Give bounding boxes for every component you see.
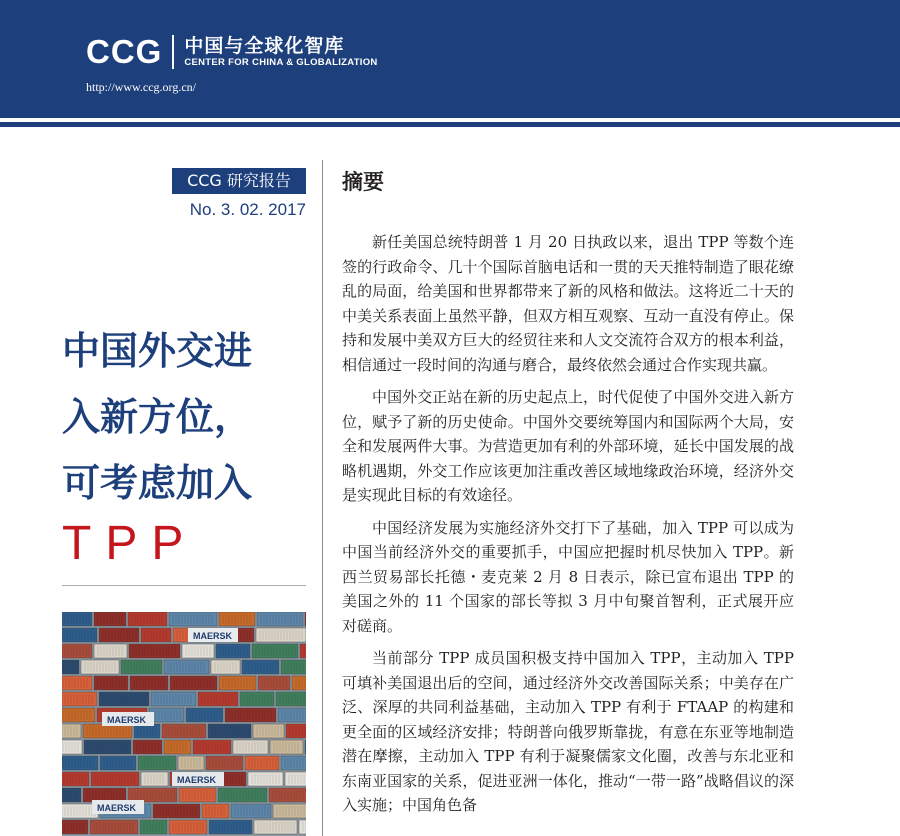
container-block [216,644,250,658]
column-divider [322,160,323,836]
logo-text [184,35,377,69]
container-block [62,820,88,834]
header-band [0,0,900,118]
container-label: MAERSK [177,775,217,785]
container-block [62,676,92,690]
report-title [62,318,312,574]
org-name-cn: 中国与全球化智库 [184,35,345,57]
abstract-paragraph: 当前部分 TPP 成员国积极支持中国加入 TPP，主动加入 TPP 可填补美国退出后的空间，通过经济外交改善国际关系；中美存在广泛、深厚的共同利益基础，主动加入 TPP 有利于 FTAAP 的构建和更全面的区域经济安排；特朗普向俄罗斯靠拢，有意在东亚等地制造潜在摩擦，主动加入 TPP 有利于凝聚儒家文化圈，改善与东北亚和东南亚国家的关系，促进亚洲一体化，推动“一带一路”战略倡议的深入实施；中国角色备 [342,649,794,814]
container-block [219,676,256,690]
container-block [141,628,171,642]
container-label: MAERSK [107,715,147,725]
container-block [254,820,297,834]
container-block [305,612,306,626]
container-block [121,660,162,674]
container-block [211,660,240,674]
abstract-paragraph: 中国外交正站在新的历史起点上，时代促使了中国外交进入新方位，赋予了新的历史使命。中国外交要统筹国内和国际两个大局，安全和发展两件大事。为营造更加有利的外部环境，延长中国发展的战略机遇期，外交工作应该更加注重改善区域地缘政治环境，经济外交是实现此目标的有效途径。 [342,388,794,504]
container-port-photo [62,612,306,836]
report-number: No. 3. 02. 2017 [189,200,306,219]
title-tpp: TPP [62,517,198,570]
container-block [248,772,283,786]
container-block [240,692,274,706]
container-block [209,820,252,834]
report-series-badge: CCG 研究报告 [172,168,306,194]
container-block [299,820,306,834]
title-line: 入新方位， [62,395,253,439]
container-block [149,708,184,722]
container-label: MAERSK [193,631,233,641]
container-block [186,708,223,722]
container-block [128,612,167,626]
abstract-paragraph: 中国经济发展为实施经济外交打下了基础，加入 TPP 可以成为中国当前经济外交的重要抓手，中国应把握时机尽快加入 TPP。新西兰贸易部长托德・麦克莱 2 月 8 日表示，除已宣布退出 TPP 的美国之外的 11 个国家的部长等拟 3 月中旬聚首智利，正式展开应对磋商。 [342,518,794,635]
logo-divider [172,35,174,69]
title-line: 中国外交进 [62,329,253,373]
container-block [305,740,306,754]
container-block [269,788,306,802]
header-rule [0,122,900,127]
container-block [83,724,132,738]
title-line: 可考虑加入 [62,461,253,505]
container-block [233,740,268,754]
container-block [245,756,279,770]
container-block [62,660,79,674]
ccg-logo[interactable] [86,32,378,72]
org-name-en: CENTER FOR CHINA & GLOBALIZATION [184,57,378,68]
container-block [62,756,98,770]
container-block [276,692,306,706]
container-block [129,644,180,658]
logo-mark: CCG [86,33,163,70]
container-block [219,612,255,626]
container-label: MAERSK [97,803,137,813]
containers-illustration [62,612,306,836]
container-block [133,740,162,754]
container-block [218,788,267,802]
abstract-heading: 摘要 [342,170,384,194]
abstract-body [342,230,794,826]
container-block [206,756,243,770]
abstract-paragraph: 新任美国总统特朗普 1 月 20 日执政以来，退出 TPP 等数个连签的行政命令、几十个国际首脑电话和一贯的天天推特制造了眼花缭乱的局面，给美国和世界都带来了新的风格和做法。这将近二十天的中美关系表面上虽然平静，但双方相互观察、互动一直没有停止。保持和发展中美双方巨大的经贸往来和人文交流符合双方的根本利益，相信通过一段时间的沟通与磨合，最终依然会通过合作实现共赢。 [342,233,794,374]
container-block [94,676,128,690]
container-block [242,660,279,674]
container-block [83,788,126,802]
left-divider [62,585,306,586]
container-block [300,644,306,658]
container-block [253,724,284,738]
container-block [285,772,306,786]
website-link[interactable]: http://www.ccg.org.cn/ [86,80,196,94]
container-block [100,756,136,770]
container-block [225,708,276,722]
container-block [128,788,177,802]
container-block [179,788,216,802]
container-block [208,724,251,738]
